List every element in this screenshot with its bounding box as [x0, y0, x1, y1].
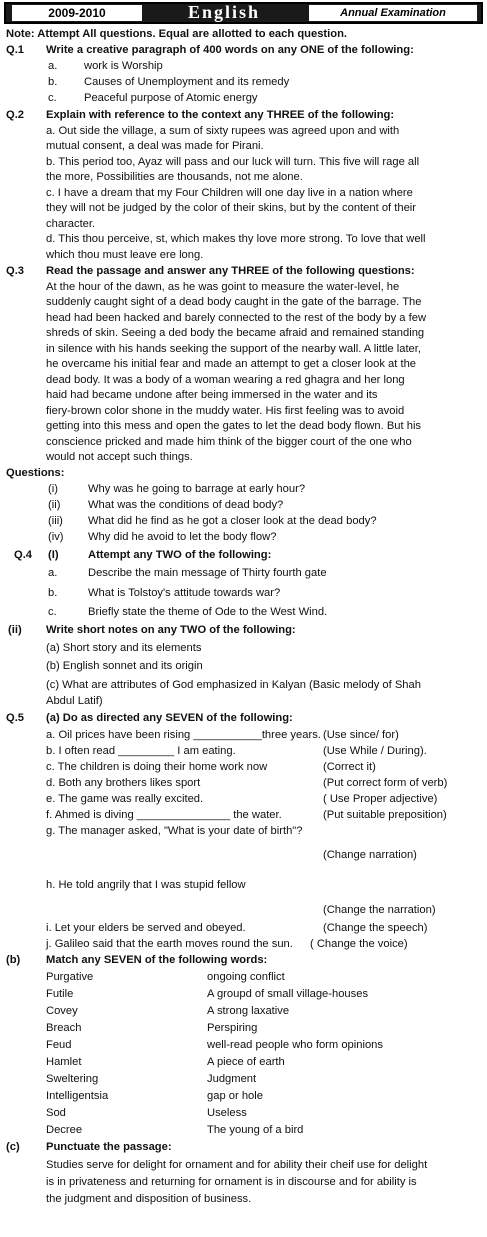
match-word: Sweltering — [46, 1073, 99, 1085]
q5-b-marker: (b) — [6, 954, 21, 966]
match-word: Decree — [46, 1124, 83, 1136]
year-label: 2009-2010 — [12, 5, 142, 21]
q5-a-item-f-instruction: (Put suitable preposition) — [323, 809, 447, 821]
match-word: Breach — [46, 1022, 82, 1034]
q3-questions-label: Questions: — [6, 467, 65, 479]
q5-a-item-i: i. Let your elders be served and obeyed. — [46, 922, 246, 934]
q2-line-8: d. This thou perceive, st, which makes thy love more strong. To love that well — [46, 233, 426, 245]
q5-c-line-3: the judgment and disposition of business. — [46, 1193, 252, 1205]
q5-a-item-d: d. Both any brothers likes sport — [46, 777, 201, 789]
q5-c-marker: (c) — [6, 1141, 20, 1153]
q5-a-item-b-instruction: (Use While / During). — [323, 745, 427, 757]
q5-a-item-h-instruction: (Change the narration) — [323, 904, 436, 916]
q1-item-c-marker: c. — [48, 92, 57, 104]
match-word: Intelligentsia — [46, 1090, 109, 1102]
q2-line-9: which thou must leave ere long. — [46, 249, 204, 261]
q5-a-item-a: a. Oil prices have been rising ___________three years. — [46, 729, 321, 741]
q2-line-4: the more, Possibilities are thousands, not me alone. — [46, 171, 303, 183]
match-definition: well-read people who form opinions — [207, 1039, 383, 1051]
q5-a-item-g-instruction: (Change narration) — [323, 849, 417, 861]
q3-passage-line-8: haid had became undone after being immersed in the water and its — [46, 389, 378, 401]
q5-number: Q.5 — [6, 712, 25, 724]
q3-passage-line-11: conscience pricked and made him think of the bigger court of the one who — [46, 436, 412, 448]
match-definition: gap or hole — [207, 1090, 263, 1102]
match-definition: ongoing conflict — [207, 971, 285, 983]
q5-a-item-d-instruction: (Put correct form of verb) — [323, 777, 448, 789]
match-word: Hamlet — [46, 1056, 82, 1068]
match-word: Sod — [46, 1107, 66, 1119]
q1-item-b-marker: b. — [48, 76, 58, 88]
match-word: Futile — [46, 988, 74, 1000]
q2-title: Explain with reference to the context any THREE of the following: — [46, 109, 395, 121]
q5-a-item-j-instruction: ( Change the voice) — [310, 938, 408, 950]
match-definition: A strong laxative — [207, 1005, 290, 1017]
q1-title: Write a creative paragraph of 400 words on any ONE of the following: — [46, 44, 414, 56]
q4-note-c-cont: Abdul Latif) — [46, 695, 103, 707]
q5-b-title: Match any SEVEN of the following words: — [46, 954, 268, 966]
match-definition: A groupd of small village-houses — [207, 988, 369, 1000]
q1-item-b: Causes of Unemployment and its remedy — [84, 76, 290, 88]
q3-question-ii: What was the conditions of dead body? — [88, 499, 284, 511]
q3-question-iii-marker: (iii) — [48, 515, 63, 527]
q4-item-a: Describe the main message of Thirty fourth gate — [88, 567, 327, 579]
match-word: Purgative — [46, 971, 94, 983]
q3-question-i: Why was he going to barrage at early hour? — [88, 483, 306, 495]
q5-a-item-e: e. The game was really excited. — [46, 793, 204, 805]
q3-passage-line-6: he overcame his initial fear and made an attempt to get a closer look at the — [46, 358, 417, 370]
q3-passage-line-2: suddenly caught sight of a dead body caught in the gate of the barrage. The — [46, 296, 422, 308]
q5-a-item-f: f. Ahmed is diving _______________ the water. — [46, 809, 282, 821]
q5-c-line-2: is in privateness and returning for ornament is in discourse and for ability is — [46, 1176, 417, 1188]
q3-question-i-marker: (i) — [48, 483, 58, 495]
q3-question-iv-marker: (iv) — [48, 531, 64, 543]
q4-item-b: What is Tolstoy's attitude towards war? — [88, 587, 281, 599]
match-word: Covey — [46, 1005, 78, 1017]
match-definition: Judgment — [207, 1073, 257, 1085]
q3-question-ii-marker: (ii) — [48, 499, 61, 511]
q4-part2-title: Write short notes on any TWO of the following: — [46, 624, 296, 636]
q4-part1-marker: (I) — [48, 549, 59, 561]
q5-c-line-1: Studies serve for delight for ornament and for ability their cheif use for delight — [46, 1159, 428, 1171]
q2-line-6: they will not be judged by the color of their skins, but by the content of their — [46, 202, 417, 214]
match-definition: A piece of earth — [207, 1056, 285, 1068]
q2-line-2: mutual consent, a deal was made for Pirani. — [46, 140, 264, 152]
q5-a-item-c-instruction: (Correct it) — [323, 761, 376, 773]
q4-part1-title: Attempt any TWO of the following: — [88, 549, 272, 561]
q1-item-a-marker: a. — [48, 60, 58, 72]
q3-passage-line-4: shreds of skin. Seeing a ded body the became afraid and remained standing — [46, 327, 425, 339]
match-definition: The young of a bird — [207, 1124, 304, 1136]
q3-title: Read the passage and answer any THREE of the following questions: — [46, 265, 415, 277]
subject-title: English — [187, 2, 261, 22]
q1-item-c: Peaceful purpose of Atomic energy — [84, 92, 258, 104]
q5-a-item-e-instruction: ( Use Proper adjective) — [323, 793, 438, 805]
q4-note-c: (c) What are attributes of God emphasized in Kalyan (Basic melody of Shah — [46, 679, 421, 691]
q3-number: Q.3 — [6, 265, 25, 277]
q5-c-title: Punctuate the passage: — [46, 1141, 172, 1153]
q2-line-1: a. Out side the village, a sum of sixty rupees was agreed upon and with — [46, 125, 400, 137]
q5-a-title: (a) Do as directed any SEVEN of the following: — [46, 712, 293, 724]
q4-note-a: (a) Short story and its elements — [46, 642, 202, 654]
q3-question-iv: Why did he avoid to let the body flow? — [88, 531, 277, 543]
q3-passage-line-12: would not accept such things. — [46, 451, 193, 463]
q2-number: Q.2 — [6, 109, 25, 121]
note-line: Note: Attempt All questions. Equal are allotted to each question. — [6, 28, 348, 40]
q4-item-c-marker: c. — [48, 606, 57, 618]
header-bar — [4, 2, 483, 24]
q2-line-7: character. — [46, 218, 96, 230]
q3-passage-line-10: getting into this mess and open the gates to let the dead body flown. But his — [46, 420, 422, 432]
q4-item-b-marker: b. — [48, 587, 58, 599]
q3-passage-line-9: fiery-brown color shone in the muddy water. His first feeling was to avoid — [46, 405, 405, 417]
q3-passage-line-3: head had been hacked and barely connected to the rest of the body by a few — [46, 312, 427, 324]
q3-passage-line-5: in silence with his hands seeking the support of the nearby wall. A little later, — [46, 343, 421, 355]
q3-question-iii: What did he find as he got a closer look at the dead body? — [88, 515, 377, 527]
q2-line-3: b. This period too, Ayaz will pass and our luck will turn. This five will rage all — [46, 156, 420, 168]
q2-line-5: c. I have a dream that my Four Children will one day live in a nation where — [46, 187, 413, 199]
q3-passage-line-1: At the hour of the dawn, as he was goint to measure the water-level, he — [46, 281, 400, 293]
q5-a-item-j: j. Galileo said that the earth moves round the sun. — [46, 938, 293, 950]
exam-label: Annual Examination — [309, 5, 477, 21]
q4-number: Q.4 — [14, 549, 33, 561]
q1-item-a: work is Worship — [84, 60, 163, 72]
q1-number: Q.1 — [6, 44, 25, 56]
q4-part2-marker: (ii) — [8, 624, 22, 636]
match-definition: Perspiring — [207, 1022, 258, 1034]
q4-note-b: (b) English sonnet and its origin — [46, 660, 203, 672]
q4-item-a-marker: a. — [48, 567, 58, 579]
q5-a-item-h: h. He told angrily that I was stupid fellow — [46, 879, 246, 891]
q4-item-c: Briefly state the theme of Ode to the West Wind. — [88, 606, 328, 618]
q5-a-item-b: b. I often read _________ I am eating. — [46, 745, 236, 757]
match-word: Feud — [46, 1039, 72, 1051]
match-definition: Useless — [207, 1107, 247, 1119]
q5-a-item-g: g. The manager asked, "What is your date of birth"? — [46, 825, 303, 837]
q5-a-item-i-instruction: (Change the speech) — [323, 922, 428, 934]
q3-passage-line-7: dead body. It was a body of a woman wearing a red ghagra and her long — [46, 374, 405, 386]
q5-a-item-c: c. The children is doing their home work now — [46, 761, 268, 773]
q5-a-item-a-instruction: (Use since/ for) — [323, 729, 399, 741]
